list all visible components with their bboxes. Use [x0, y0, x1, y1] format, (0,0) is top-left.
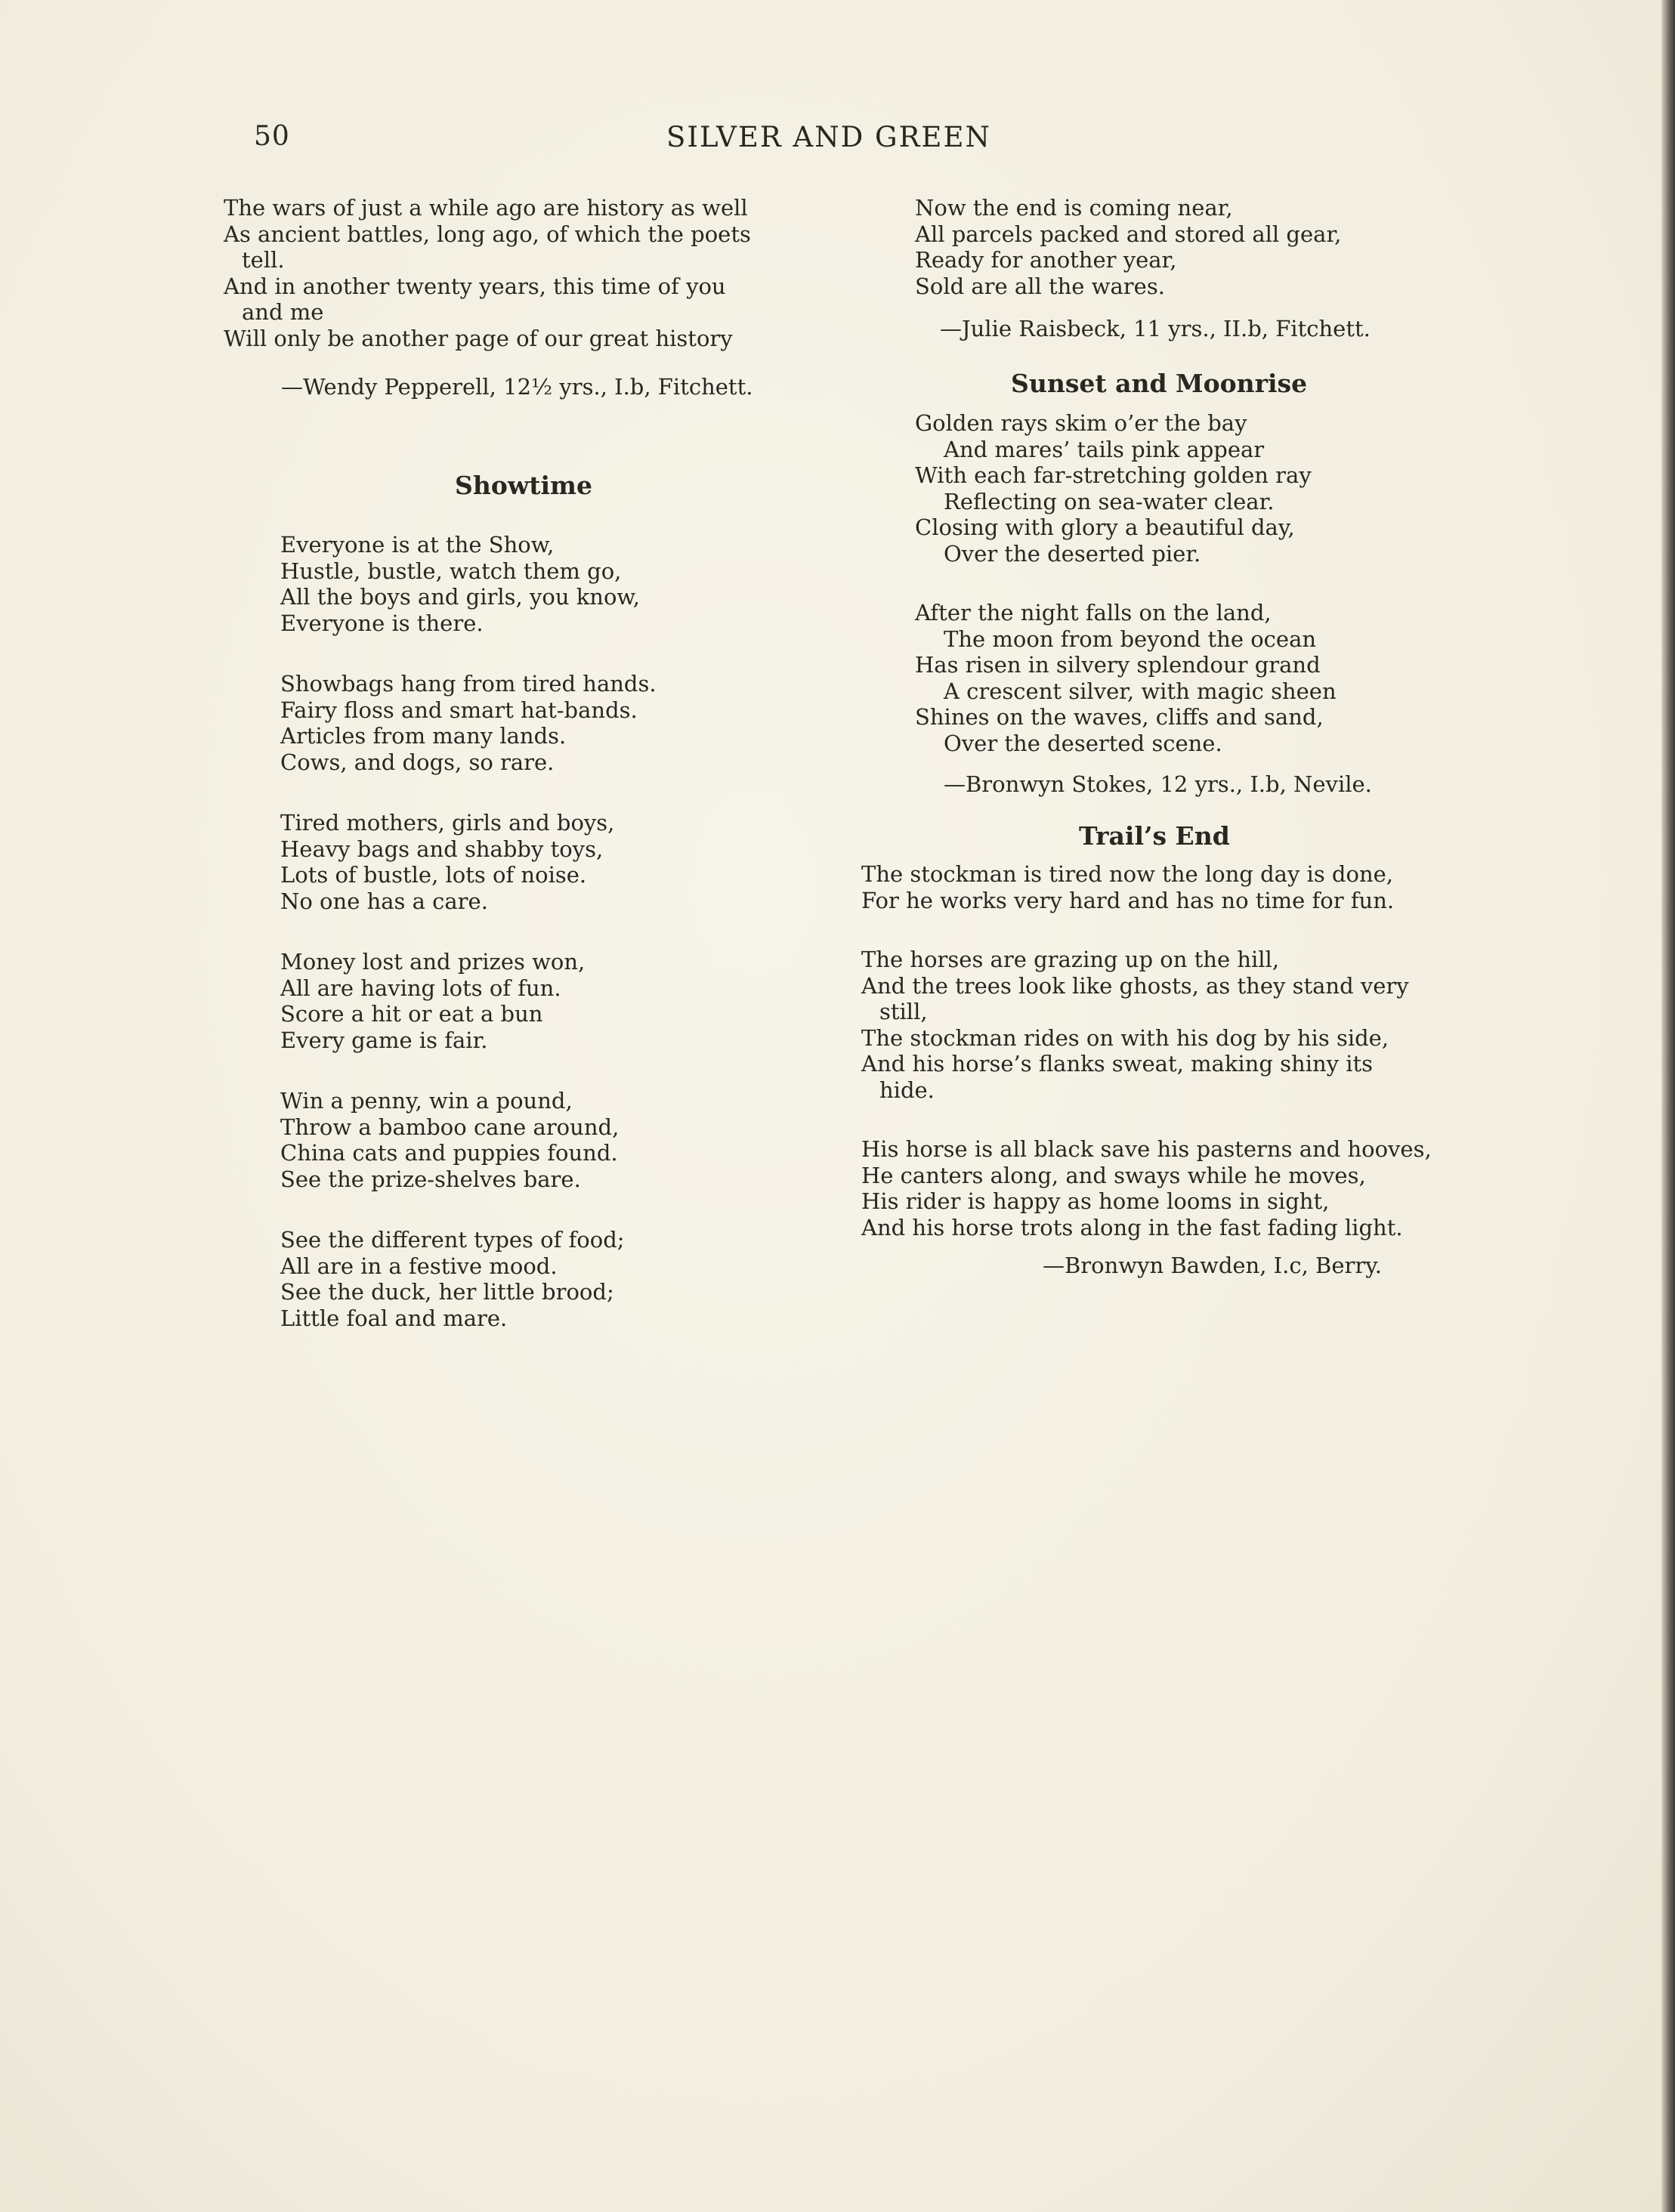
running-title: SILVER AND GREEN — [666, 121, 991, 153]
poem-line: No one has a care. — [280, 888, 488, 914]
poem-trails-end-body — [861, 861, 1466, 1240]
poem-line: Shines on the waves, cliffs and sand, — [915, 704, 1324, 730]
stanza — [280, 532, 828, 636]
poem-line: Over the deserted scene. — [944, 730, 1222, 756]
author-credit: —Bronwyn Bawden, I.c, Berry. — [1043, 1253, 1382, 1278]
poem-line: hide. — [879, 1077, 935, 1103]
poem-line: For he works very hard and has no time for fun. — [861, 887, 1395, 913]
poem-line: See the prize-shelves bare. — [280, 1166, 581, 1192]
stanza — [280, 1088, 828, 1192]
poem-title-trails-end: Trail’s End — [1079, 820, 1230, 851]
poem-sunset-body — [861, 410, 1466, 756]
poem-line: Lots of bustle, lots of noise. — [280, 862, 587, 888]
poem-line: tell. — [242, 247, 285, 273]
poem-line: China cats and puppies found. — [280, 1140, 618, 1166]
page-binding-edge — [1661, 0, 1675, 2212]
poem-line: And mares’ tails pink appear — [944, 436, 1265, 462]
poem-line: Now the end is coming near, — [915, 195, 1233, 221]
poem-line: still, — [879, 999, 928, 1024]
stanza — [915, 410, 1466, 567]
poem-line: His rider is happy as home looms in sight, — [861, 1188, 1330, 1214]
poem-line: Tired mothers, girls and boys, — [280, 810, 615, 836]
stanza — [280, 671, 828, 775]
poem-line: Heavy bags and shabby toys, — [280, 836, 604, 862]
poem-line: Cows, and dogs, so rare. — [280, 749, 555, 775]
poem-line: Golden rays skim o’er the bay — [915, 410, 1247, 436]
poem-line: All are in a festive mood. — [280, 1253, 558, 1279]
poem-line: With each far-stretching golden ray — [915, 462, 1312, 488]
poem-line: Closing with glory a beautiful day, — [915, 514, 1295, 540]
poem-line: A crescent silver, with magic sheen — [944, 678, 1337, 704]
left-column — [224, 195, 828, 1331]
stanza — [280, 810, 828, 914]
poem-title-showtime: Showtime — [455, 470, 592, 500]
poem-line: Everyone is there. — [280, 610, 484, 636]
poem-line: All are having lots of fun. — [280, 975, 561, 1001]
poem-line: Will only be another page of our great history — [224, 325, 733, 351]
poem-line: See the duck, her little brood; — [280, 1279, 614, 1305]
poem-line: Articles from many lands. — [280, 723, 567, 749]
poem-line: The moon from beyond the ocean — [944, 626, 1317, 652]
poem-continuation-right — [861, 195, 1466, 299]
poem-line: Score a hit or eat a bun — [280, 1001, 543, 1027]
poem-line: Over the deserted pier. — [944, 540, 1201, 567]
poem-line: Ready for another year, — [915, 247, 1177, 273]
author-credit: —Julie Raisbeck, 11 yrs., II.b, Fitchett. — [940, 316, 1371, 341]
poem-showtime-body — [224, 532, 828, 1331]
poem-line: And his horse’s flanks sweat, making shiny its — [861, 1051, 1374, 1077]
poem-line: Money lost and prizes won, — [280, 949, 586, 975]
poem-continuation-left — [224, 195, 828, 351]
poem-line: And in another twenty years, this time of you — [224, 273, 726, 299]
poem-line: Win a penny, win a pound, — [280, 1088, 573, 1114]
poem-line: Every game is fair. — [280, 1027, 488, 1053]
poem-line: And the trees look like ghosts, as they stand very — [861, 972, 1409, 999]
author-credit: —Bronwyn Stokes, 12 yrs., I.b, Nevile. — [944, 771, 1372, 797]
poem-line: As ancient battles, long ago, of which the poets — [224, 221, 751, 247]
poem-line: The horses are grazing up on the hill, — [861, 947, 1280, 972]
poem-title-sunset-and-moonrise: Sunset and Moonrise — [1011, 368, 1308, 398]
poem-line: Fairy floss and smart hat-bands. — [280, 697, 638, 723]
poem-line: The wars of just a while ago are history as well — [224, 195, 748, 221]
poem-line: Has risen in silvery splendour grand — [915, 652, 1321, 678]
stanza — [861, 861, 1466, 913]
poem-line: The stockman is tired now the long day is done, — [861, 861, 1394, 887]
poem-line: After the night falls on the land, — [915, 600, 1272, 626]
poem-line: Throw a bamboo cane around, — [280, 1114, 620, 1140]
poem-line: and me — [242, 299, 324, 325]
stanza — [280, 1227, 828, 1331]
right-column — [861, 195, 1466, 1279]
page-number: 50 — [254, 121, 290, 152]
poem-line: He canters along, and sways while he moves, — [861, 1162, 1366, 1188]
poem-line: Reflecting on sea-water clear. — [944, 488, 1275, 514]
poem-line: Little foal and mare. — [280, 1305, 508, 1331]
poem-line: See the different types of food; — [280, 1227, 625, 1253]
poem-line: Showbags hang from tired hands. — [280, 671, 657, 697]
author-credit: —Wendy Pepperell, 12½ yrs., I.b, Fitchett. — [281, 374, 753, 400]
stanza — [280, 949, 828, 1053]
poem-line: The stockman rides on with his dog by his side, — [861, 1024, 1389, 1051]
stanza — [861, 1136, 1466, 1240]
poem-line: His horse is all black save his pasterns and hooves, — [861, 1136, 1432, 1162]
poem-line: Hustle, bustle, watch them go, — [280, 558, 622, 584]
poem-line: All parcels packed and stored all gear, — [915, 221, 1342, 247]
poem-line: And his horse trots along in the fast fading light. — [861, 1214, 1403, 1240]
poem-line: Everyone is at the Show, — [280, 532, 555, 558]
poem-line: Sold are all the wares. — [915, 273, 1165, 299]
poem-line: All the boys and girls, you know, — [280, 584, 641, 610]
stanza — [915, 600, 1466, 756]
page-header — [254, 121, 1349, 166]
stanza — [861, 947, 1466, 1103]
